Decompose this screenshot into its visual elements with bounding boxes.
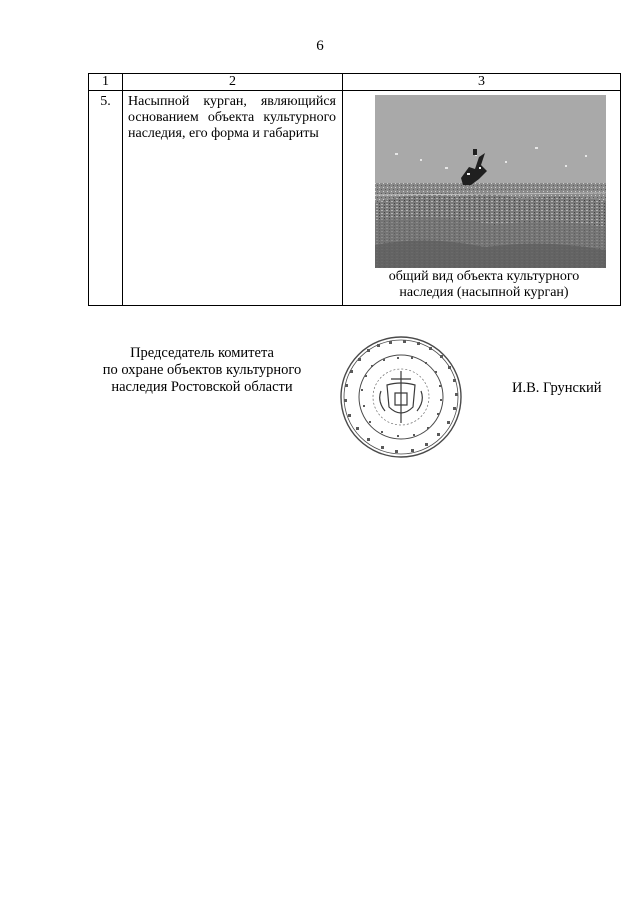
photo-caption-line-1: общий вид объекта культурного [388,269,580,284]
table-header-row [89,74,621,91]
signatory-title-line-3: наследия Ростовской области [111,379,293,395]
signatory-title-line-1: Председатель комитета [130,345,274,361]
header-col-2: 2 [123,74,343,91]
official-seal [337,335,465,459]
signatory-title-line-2: по охране объектов культурного [102,362,302,378]
photo-caption-line-2: наследия (насыпной курган) [399,285,569,300]
mound-photo [375,95,606,268]
seal-stamp-icon [337,335,465,459]
photo-caption [359,269,609,301]
header-col-1: 1 [89,74,123,91]
page-number: 6 [316,38,324,54]
heritage-table [88,73,621,306]
row-photo-cell [343,91,621,306]
row-description: Насыпной курган, являющийся основанием объекта культурного наследия, его форма и габариты [123,91,343,306]
mound-photo-image [375,95,606,268]
table-row [89,91,621,306]
header-col-3: 3 [343,74,621,91]
signatory-name: И.В. Грунский [512,380,602,396]
row-number: 5. [89,91,123,306]
signatory-title [72,345,332,396]
